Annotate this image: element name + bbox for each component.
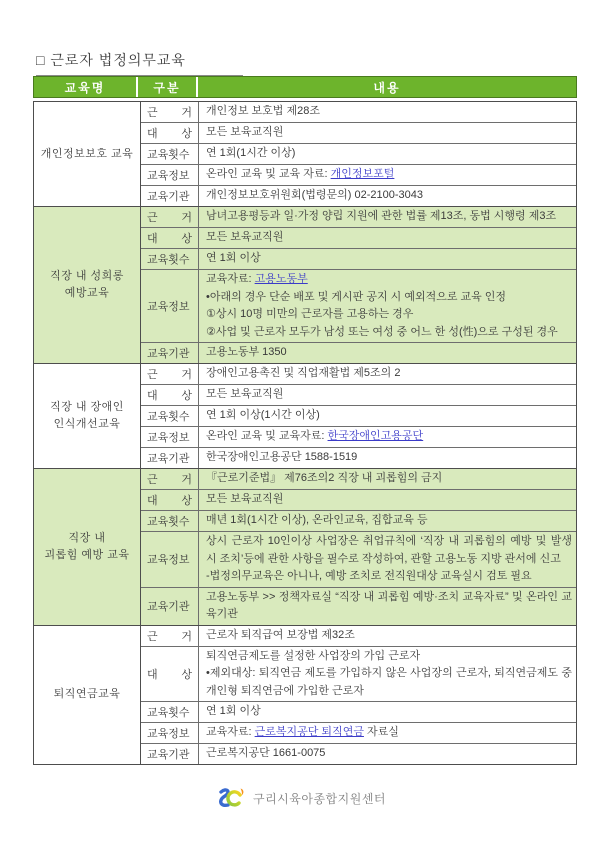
row-content [199, 588, 576, 625]
row-label: 교육정보 [141, 165, 199, 185]
footer-org-name: 구리시육아종합지원센터 [252, 791, 386, 806]
table-row [141, 207, 576, 227]
content-text: 연 1회 이상 [206, 705, 261, 718]
table-row [141, 143, 576, 164]
content-text: •아래의 경우 단순 배포 및 게시판 공지 시 예외적으로 교육 인정 [206, 290, 507, 303]
row-label: 근 거 [141, 102, 199, 122]
row-label: 근 거 [141, 207, 199, 227]
row-label: 교육기관 [141, 588, 199, 625]
row-content [199, 144, 576, 164]
row-label: 대 상 [141, 647, 199, 702]
row-content [199, 469, 576, 489]
education-name-cell: 직장 내 괴롭힘 예방 교육 [34, 469, 141, 625]
education-name-cell: 퇴직연금교육 [34, 626, 141, 765]
content-text: 근로자 퇴직급여 보장법 제32조 [206, 628, 355, 641]
row-content [199, 427, 576, 447]
education-name-cell: 직장 내 성희롱 예방교육 [34, 207, 141, 363]
content-text: 연 1회 이상(1시간 이상) [206, 409, 320, 422]
table-row [141, 164, 576, 185]
row-label: 교육정보 [141, 723, 199, 743]
table-row [141, 269, 576, 342]
table-row [141, 447, 576, 468]
content-text: 모든 보육교직원 [206, 388, 284, 401]
footer [0, 786, 600, 810]
row-label: 근 거 [141, 469, 199, 489]
row-label: 근 거 [141, 364, 199, 384]
content-text: 고용노동부 >> 정책자료실 “직장 내 괴롭힘 예방·조치 교육자료” 및 온라인 교육기관 [206, 590, 572, 620]
table-row [141, 469, 576, 489]
table-row [141, 102, 576, 122]
content-link[interactable]: 고용노동부 [254, 273, 308, 285]
row-label: 교육횟수 [141, 249, 199, 269]
content-text: 자료실 [363, 726, 399, 739]
content-text: 한국장애인고용공단 1588-1519 [206, 451, 358, 464]
content-text: 남녀고용평등과 일·가정 양립 지원에 관한 법률 제13조, 동법 시행령 제3조 [206, 210, 557, 223]
content-text: 퇴직연금제도를 설정한 사업장의 가입 근로자 [206, 649, 421, 662]
table-row [141, 531, 576, 587]
table-row [141, 248, 576, 269]
row-content [199, 249, 576, 269]
row-label: 교육횟수 [141, 144, 199, 164]
content-text: 고용노동부 1350 [206, 346, 287, 359]
content-text: •제외대상: 퇴직연금 제도를 가입하지 않은 사업장의 근로자, 퇴직연금제도 중 개인형 퇴직연금에 가입한 근로자 [206, 667, 572, 697]
row-content [199, 186, 576, 206]
row-label: 교육횟수 [141, 406, 199, 426]
content-text: 개인정보 보호법 제28조 [206, 105, 320, 118]
row-content [199, 406, 576, 426]
content-text: 근로복지공단 1661-0075 [206, 747, 326, 760]
row-label: 교육정보 [141, 532, 199, 587]
row-label: 교육정보 [141, 270, 199, 342]
education-section [34, 206, 576, 363]
table-row [141, 701, 576, 722]
row-content [199, 626, 576, 646]
row-label: 대 상 [141, 490, 199, 510]
legal-education-table [33, 76, 577, 765]
row-content [199, 702, 576, 722]
education-name-cell: 직장 내 장애인 인식개선교육 [34, 364, 141, 468]
row-label: 교육횟수 [141, 702, 199, 722]
table-row [141, 122, 576, 143]
row-content [199, 364, 576, 384]
table-row [141, 342, 576, 363]
content-text: 온라인 교육 및 교육자료: [206, 430, 328, 443]
content-text: 교육자료: [206, 726, 255, 739]
table-row [141, 227, 576, 248]
row-content [199, 448, 576, 468]
row-content [199, 385, 576, 405]
row-content [199, 102, 576, 122]
table-row [141, 489, 576, 510]
education-section [34, 101, 576, 206]
row-content [199, 532, 576, 587]
content-text: ②사업 및 근로자 모두가 남성 또는 여성 중 어느 한 성(性)으로 구성된 경우 [206, 325, 558, 338]
table-row [141, 587, 576, 625]
content-link[interactable]: 한국장애인고용공단 [327, 430, 424, 443]
table-row [141, 426, 576, 447]
table-row [141, 384, 576, 405]
row-label: 근 거 [141, 626, 199, 646]
row-content [199, 228, 576, 248]
content-text: 모든 보육교직원 [206, 231, 284, 244]
guri-center-logo-icon [214, 786, 246, 810]
row-content [199, 511, 576, 531]
content-text: 모든 보육교직원 [206, 493, 284, 506]
education-section [34, 363, 576, 468]
content-text: 『근로기준법』 제76조의2 직장 내 괴롭힘의 금지 [206, 472, 443, 485]
row-content [199, 207, 576, 227]
content-text: 연 1회(1시간 이상) [206, 147, 296, 160]
row-content [199, 343, 576, 363]
table-row [141, 646, 576, 702]
content-text: 상시 근로자 10인이상 사업장은 취업규칙에 ‘직장 내 괴롭힘의 예방 및 발생 시 조치’등에 관한 사항을 필수로 작성하여, 관할 고용노동 지방 관서에 신고 [206, 535, 572, 565]
table-row [141, 185, 576, 206]
column-header-education-name: 교육명 [64, 80, 106, 95]
table-row [141, 510, 576, 531]
education-section [34, 625, 576, 765]
row-label: 대 상 [141, 228, 199, 248]
content-text: 교육자료: [206, 273, 255, 285]
row-label: 교육기관 [141, 186, 199, 206]
table-row [141, 364, 576, 384]
education-name-cell: 개인정보보호 교육 [34, 102, 141, 206]
content-text: 연 1회 이상 [206, 252, 261, 265]
row-label: 대 상 [141, 123, 199, 143]
page-title: □ 근로자 법정의무교육 [36, 50, 243, 76]
row-content [199, 744, 576, 764]
row-content [199, 165, 576, 185]
table-row [141, 722, 576, 743]
row-content [199, 647, 576, 702]
row-content [199, 723, 576, 743]
content-text: 모든 보육교직원 [206, 126, 284, 139]
row-content [199, 270, 576, 342]
table-row [141, 626, 576, 646]
content-text: -법정의무교육은 아니나, 예방 조치로 전직원대상 교육실시 검토 필요 [206, 570, 532, 582]
row-label: 교육기관 [141, 744, 199, 764]
row-label: 교육기관 [141, 448, 199, 468]
row-label: 교육정보 [141, 427, 199, 447]
row-label: 교육기관 [141, 343, 199, 363]
row-content [199, 123, 576, 143]
table-row [141, 405, 576, 426]
content-text: 개인정보보호위원회(법령문의) 02-2100-3043 [206, 189, 424, 202]
content-link[interactable]: 개인정보포털 [330, 168, 395, 181]
table-row [141, 743, 576, 764]
column-header-category: 구분 [136, 77, 196, 97]
row-label: 대 상 [141, 385, 199, 405]
content-text: 온라인 교육 및 교육 자료: [206, 168, 331, 181]
column-header-content: 내용 [196, 77, 576, 97]
education-section [34, 468, 576, 625]
content-text: 매년 1회(1시간 이상), 온라인교육, 집합교육 등 [206, 514, 428, 527]
table-header-row [33, 76, 577, 98]
table-body [33, 101, 577, 765]
content-text: 장애인고용촉진 및 직업재활법 제5조의 2 [206, 367, 401, 380]
row-content [199, 490, 576, 510]
content-link[interactable]: 근로복지공단 퇴직연금 [254, 726, 364, 739]
content-text: ①상시 10명 미만의 근로자를 고용하는 경우 [206, 308, 414, 320]
row-label: 교육횟수 [141, 511, 199, 531]
